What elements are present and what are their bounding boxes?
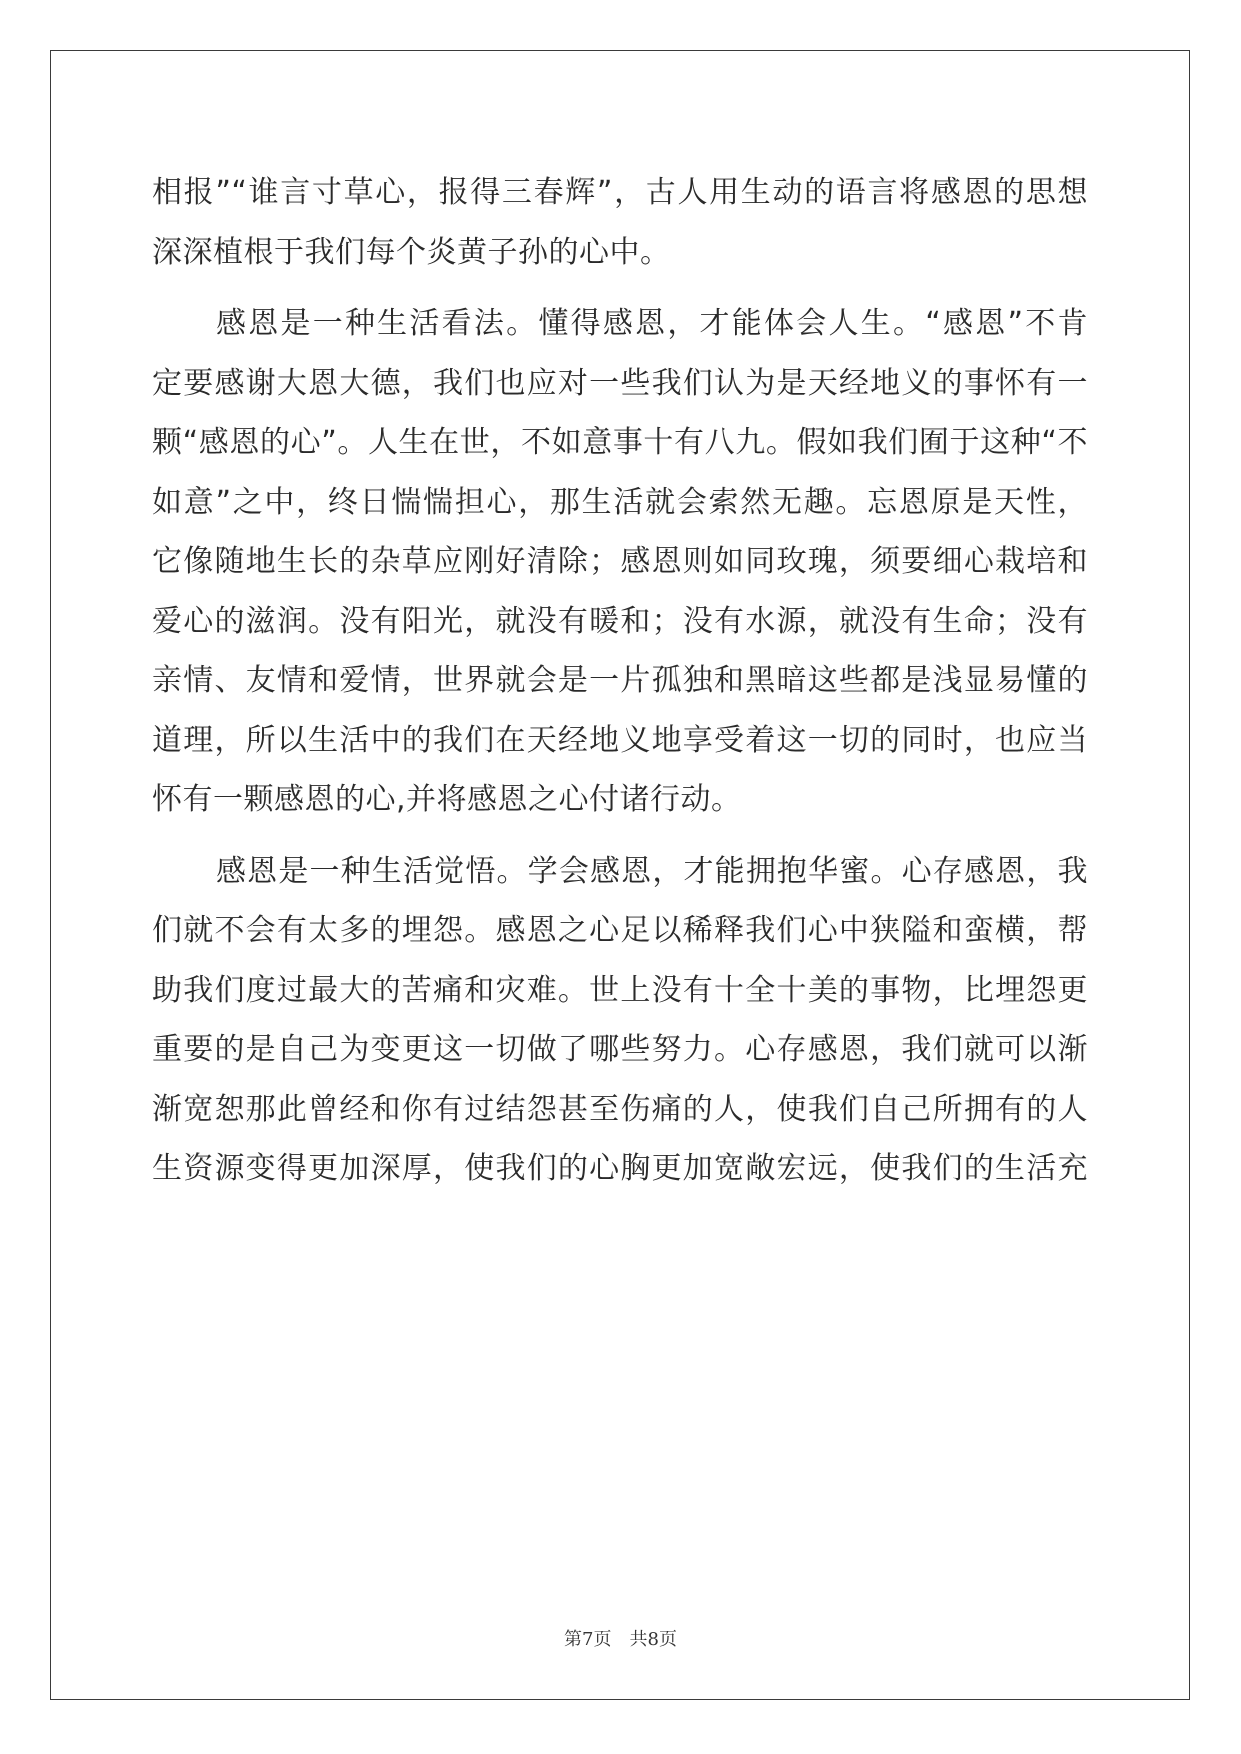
text-line: 道理，所以生活中的我们在天经地义地享受着这一切的同时，也应当 xyxy=(152,722,1088,758)
text-line: 颗“感恩的心”。人生在世，不如意事十有八九。假如我们囿于这种“不 xyxy=(152,425,1088,460)
text-line: 亲情、友情和爱情，世界就会是一片孤独和黑暗这些都是浅显易懂的 xyxy=(152,663,1088,698)
text-line: 如意”之中，终日惴惴担心，那生活就会索然无趣。忘恩原是天性， xyxy=(152,484,1088,520)
text-line: 相报”“谁言寸草心，报得三春辉”，古人用生动的语言将感恩的思想 xyxy=(152,175,1088,210)
page-number-footer: 第7页 共8页 xyxy=(564,1629,677,1650)
paragraph xyxy=(152,294,1088,830)
text-line: 感恩是一种生活看法。懂得感恩，才能体会人生。“感恩”不肯 xyxy=(216,306,1088,341)
text-line: 它像随地生长的杂草应刚好清除；感恩则如同玫瑰，须要细心栽培和 xyxy=(152,544,1088,579)
document-body xyxy=(152,163,1088,1199)
text-line: 爱心的滋润。没有阳光，就没有暖和；没有水源，就没有生命；没有 xyxy=(152,603,1088,639)
text-line: 助我们度过最大的苦痛和灾难。世上没有十全十美的事物，比埋怨更 xyxy=(152,972,1088,1008)
paragraph xyxy=(152,842,1088,1199)
paragraph xyxy=(152,163,1088,282)
text-line: 渐宽恕那此曾经和你有过结怨甚至伤痛的人，使我们自己所拥有的人 xyxy=(152,1091,1088,1127)
text-line: 重要的是自己为变更这一切做了哪些努力。心存感恩，我们就可以渐 xyxy=(152,1032,1088,1067)
text-line: 生资源变得更加深厚，使我们的心胸更加宽敞宏远，使我们的生活充 xyxy=(152,1151,1088,1186)
text-line: 定要感谢大恩大德，我们也应对一些我们认为是天经地义的事怀有一 xyxy=(152,365,1088,401)
text-line: 感恩是一种生活觉悟。学会感恩，才能拥抱华蜜。心存感恩，我 xyxy=(216,853,1088,889)
text-line: 怀有一颗感恩的心,并将感恩之心付诸行动。 xyxy=(152,782,742,817)
text-line: 深深植根于我们每个炎黄子孙的心中。 xyxy=(152,234,671,270)
text-line: 们就不会有太多的埋怨。感恩之心足以稀释我们心中狭隘和蛮横，帮 xyxy=(152,913,1088,948)
